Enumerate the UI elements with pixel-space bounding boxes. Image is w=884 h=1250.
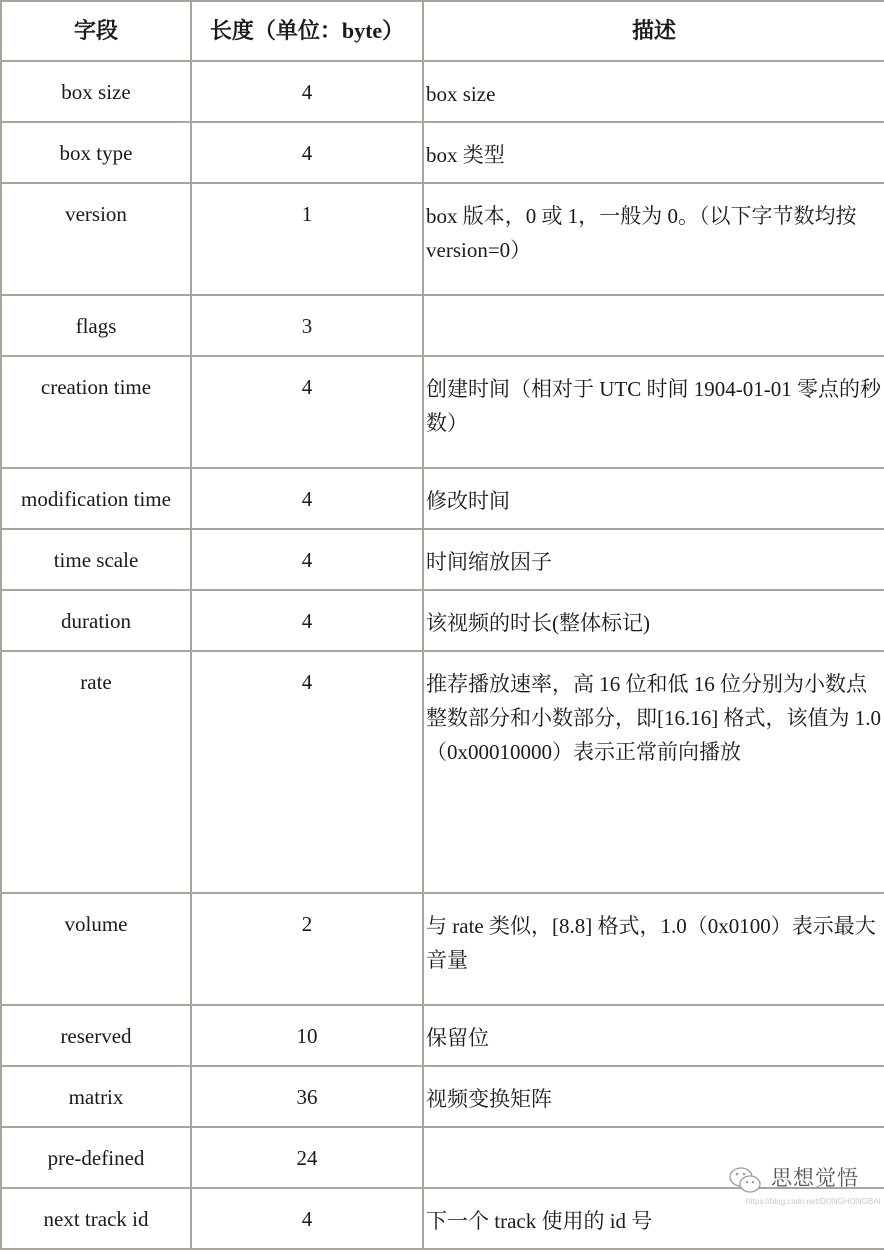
length-cell: 3 [191,295,423,356]
length-cell: 4 [191,468,423,529]
description-cell: box size [423,61,884,122]
length-cell: 4 [191,590,423,651]
field-cell: rate [1,651,191,893]
length-cell: 10 [191,1005,423,1066]
table-row [1,183,884,295]
length-cell: 4 [191,529,423,590]
length-cell: 4 [191,1188,423,1249]
description-cell: box 类型 [423,122,884,183]
field-cell: box size [1,61,191,122]
table-row [1,1188,884,1249]
field-cell: matrix [1,1066,191,1127]
description-cell: 保留位 [423,1005,884,1066]
table-row [1,1066,884,1127]
table-header-row [1,1,884,61]
length-cell: 4 [191,651,423,893]
description-cell [423,1127,884,1188]
description-cell: 下一个 track 使用的 id 号 [423,1188,884,1249]
table-row [1,590,884,651]
table-row [1,468,884,529]
table-row [1,893,884,1005]
field-cell: modification time [1,468,191,529]
table-row [1,295,884,356]
table-row [1,1127,884,1188]
field-cell: volume [1,893,191,1005]
length-cell: 24 [191,1127,423,1188]
description-cell: 视频变换矩阵 [423,1066,884,1127]
description-cell: 修改时间 [423,468,884,529]
field-cell: next track id [1,1188,191,1249]
description-cell: box 版本，0 或 1，一般为 0。（以下字节数均按 version=0） [423,183,884,295]
header-length: 长度（单位：byte） [191,1,423,61]
description-cell [423,295,884,356]
field-cell: version [1,183,191,295]
header-field: 字段 [1,1,191,61]
header-description: 描述 [423,1,884,61]
table-row [1,122,884,183]
length-cell: 2 [191,893,423,1005]
field-cell: reserved [1,1005,191,1066]
table-row [1,651,884,893]
field-cell: duration [1,590,191,651]
description-cell: 与 rate 类似，[8.8] 格式，1.0（0x0100）表示最大音量 [423,893,884,1005]
table-row [1,61,884,122]
length-cell: 1 [191,183,423,295]
field-cell: box type [1,122,191,183]
length-cell: 4 [191,122,423,183]
field-cell: creation time [1,356,191,468]
description-cell: 该视频的时长(整体标记) [423,590,884,651]
length-cell: 4 [191,356,423,468]
length-cell: 4 [191,61,423,122]
table-row [1,529,884,590]
table-row [1,356,884,468]
description-cell: 创建时间（相对于 UTC 时间 1904-01-01 零点的秒数） [423,356,884,468]
field-cell: time scale [1,529,191,590]
watermark-url: https://blog.csdn.net/DONGHONGBAI [746,1197,881,1206]
watermark-name: 思想觉悟 [771,1166,859,1190]
description-cell: 推荐播放速率，高 16 位和低 16 位分别为小数点整数部分和小数部分，即[16.16] 格式，该值为 1.0（0x00010000）表示正常前向播放 [423,651,884,893]
description-cell: 时间缩放因子 [423,529,884,590]
field-cell: pre-defined [1,1127,191,1188]
field-cell: flags [1,295,191,356]
length-cell: 36 [191,1066,423,1127]
table-row [1,1005,884,1066]
